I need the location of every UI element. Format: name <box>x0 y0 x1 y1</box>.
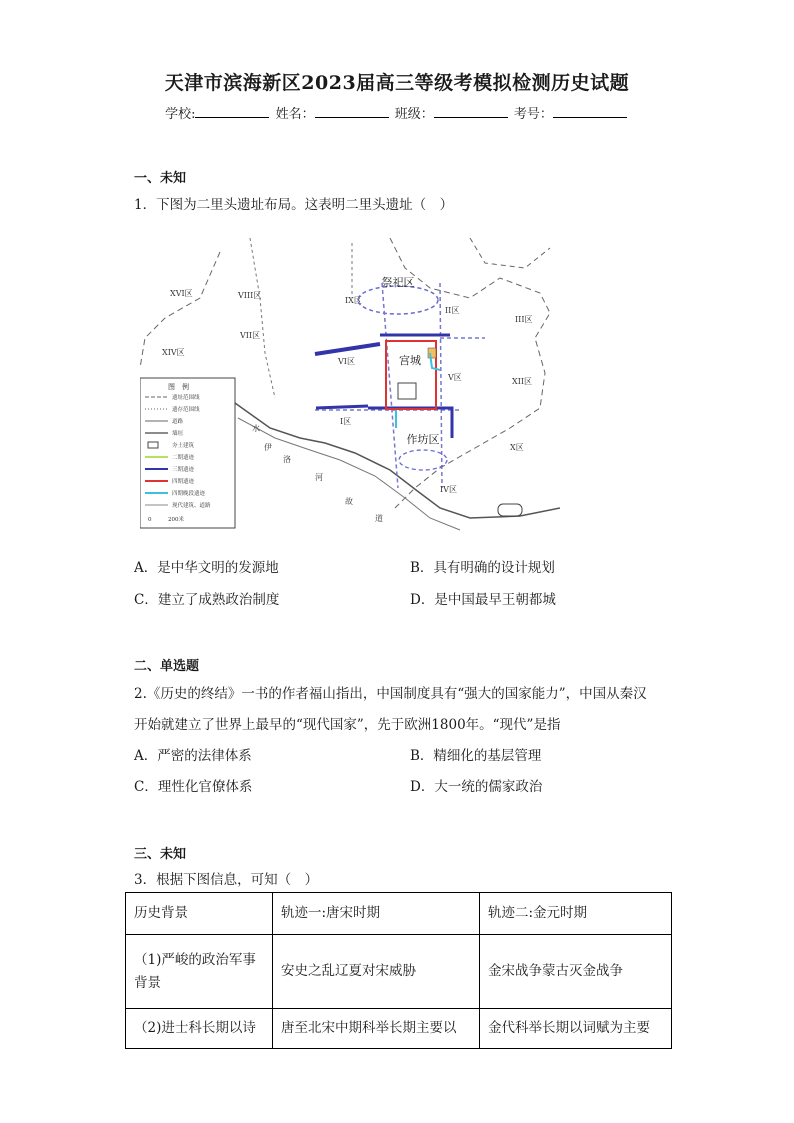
modern-building <box>498 504 522 516</box>
jisi-zone-outline <box>358 286 438 314</box>
svg-text:遗址范围线: 遗址范围线 <box>172 395 200 401</box>
question-3-stem: 3．根据下图信息，可知（ ） <box>134 872 319 888</box>
table-row <box>126 893 672 935</box>
number-blank[interactable] <box>553 105 627 118</box>
river-label: 河 <box>315 473 323 482</box>
table-cell: 金宋战争蒙古灭金战争 <box>480 935 672 1009</box>
zone-label: VI区 <box>338 357 355 366</box>
zone-label: XII区 <box>512 377 533 386</box>
svg-text:图 例: 图 例 <box>168 383 189 391</box>
river-label: 水 <box>252 424 260 433</box>
table-cell: 唐至北宋中期科举长期主要以 <box>273 1009 480 1049</box>
zone-label: I区 <box>340 417 352 426</box>
svg-text:道路: 道路 <box>172 419 184 425</box>
table-header-cell: 轨迹二:金元时期 <box>480 893 672 935</box>
q1-option-c[interactable]: C．建立了成熟政治制度 <box>134 592 280 608</box>
q2-option-b[interactable]: B．精细化的基层管理 <box>410 748 542 764</box>
erlitou-site-map <box>140 238 560 536</box>
table-cell-line: （1)严峻的政治军事 <box>134 951 256 968</box>
number-label: 考号： <box>513 107 553 122</box>
table-cell: （2)进士科长期以诗 <box>126 1009 273 1049</box>
zone-label: IV区 <box>440 485 457 494</box>
phase3-road-west <box>315 344 380 354</box>
table-header-cell: 历史背景 <box>126 893 273 935</box>
zone-label: IX区 <box>345 296 362 305</box>
question-2-stem-line1: 2.《历史的终结》一书的作者福山指出，中国制度具有“强大的国家能力”，中国从秦汉 <box>134 686 647 702</box>
table-header-cell: 轨迹一:唐宋时期 <box>273 893 480 935</box>
exam-title: 天津市滨海新区2023届高三等级考模拟检测历史试题 <box>164 72 630 94</box>
table-row <box>126 1009 672 1049</box>
workshop-zone-outline <box>399 450 447 470</box>
label-zuofang: 作坊区 <box>406 433 440 446</box>
palace-building <box>398 383 416 399</box>
q1-option-a[interactable]: A．是中华文明的发源地 <box>134 560 279 576</box>
palace-building <box>428 348 436 358</box>
svg-text:夯土建筑: 夯土建筑 <box>172 443 195 449</box>
student-info-line <box>0 103 794 122</box>
river-label: 洛 <box>283 455 291 464</box>
zone-label: X区 <box>510 443 524 452</box>
table-cell-line: 背景 <box>134 974 161 991</box>
zone-label: V区 <box>448 373 462 382</box>
svg-text:墙垣: 墙垣 <box>172 431 184 437</box>
svg-text:遗存范围线: 遗存范围线 <box>172 407 200 413</box>
svg-text:0 200米: 0 200米 <box>148 517 184 523</box>
site-boundary-ne <box>470 238 550 268</box>
name-label: 姓名： <box>275 107 315 122</box>
svg-text:三期遗迹: 三期遗迹 <box>172 467 195 473</box>
question-1-stem: 1．下图为二里头遗址布局。这表明二里头遗址（ ） <box>134 197 454 213</box>
section-heading-2: 二、单选题 <box>134 659 200 674</box>
history-table <box>125 892 672 1049</box>
river-label: 道 <box>375 514 383 523</box>
svg-text:现代建筑、道路: 现代建筑、道路 <box>172 503 211 509</box>
map-legend <box>140 378 235 528</box>
q2-option-d[interactable]: D．大一统的儒家政治 <box>410 779 543 795</box>
svg-text:四期晚段遗迹: 四期晚段遗迹 <box>172 491 206 497</box>
table-cell <box>126 935 273 1009</box>
river-label: 伊 <box>264 443 272 452</box>
school-label: 学校: <box>165 107 196 122</box>
phase3-road-sw <box>316 406 368 408</box>
q1-option-d[interactable]: D．是中国最早王朝都城 <box>410 592 556 608</box>
zone-label: XVI区 <box>170 289 193 298</box>
school-blank[interactable] <box>195 105 269 118</box>
q2-option-a[interactable]: A．严密的法律体系 <box>134 748 252 764</box>
section-heading-1: 一、未知 <box>134 171 187 186</box>
name-blank[interactable] <box>315 105 389 118</box>
table-row <box>126 935 672 1009</box>
svg-text:四期遗迹: 四期遗迹 <box>172 479 195 485</box>
q1-option-b[interactable]: B．具有明确的设计规划 <box>410 560 555 576</box>
table-cell: 金代科举长期以词赋为主要 <box>480 1009 672 1049</box>
q2-option-c[interactable]: C．理性化官僚体系 <box>134 779 253 795</box>
class-blank[interactable] <box>434 105 508 118</box>
dotted-path <box>250 238 275 398</box>
river-label: 故 <box>345 497 353 506</box>
class-label: 班级： <box>394 107 434 122</box>
zone-label: VIII区 <box>238 291 262 300</box>
question-2-stem-line2: 开始就建立了世界上最早的“现代国家”，先于欧洲1800年。“现代”是指 <box>134 717 561 733</box>
zone-label: II区 <box>445 306 460 315</box>
section-heading-3: 三、未知 <box>134 847 187 862</box>
zone-label: XIV区 <box>162 348 185 357</box>
svg-text:二期遗迹: 二期遗迹 <box>172 455 195 461</box>
zone-label: III区 <box>515 315 533 324</box>
table-cell: 安史之乱辽夏对宋威胁 <box>273 935 480 1009</box>
zone-label: VII区 <box>240 331 261 340</box>
label-gongcheng: 宫城 <box>399 354 421 367</box>
label-jisi: 祭祀区 <box>381 276 415 289</box>
road-east <box>440 283 442 488</box>
